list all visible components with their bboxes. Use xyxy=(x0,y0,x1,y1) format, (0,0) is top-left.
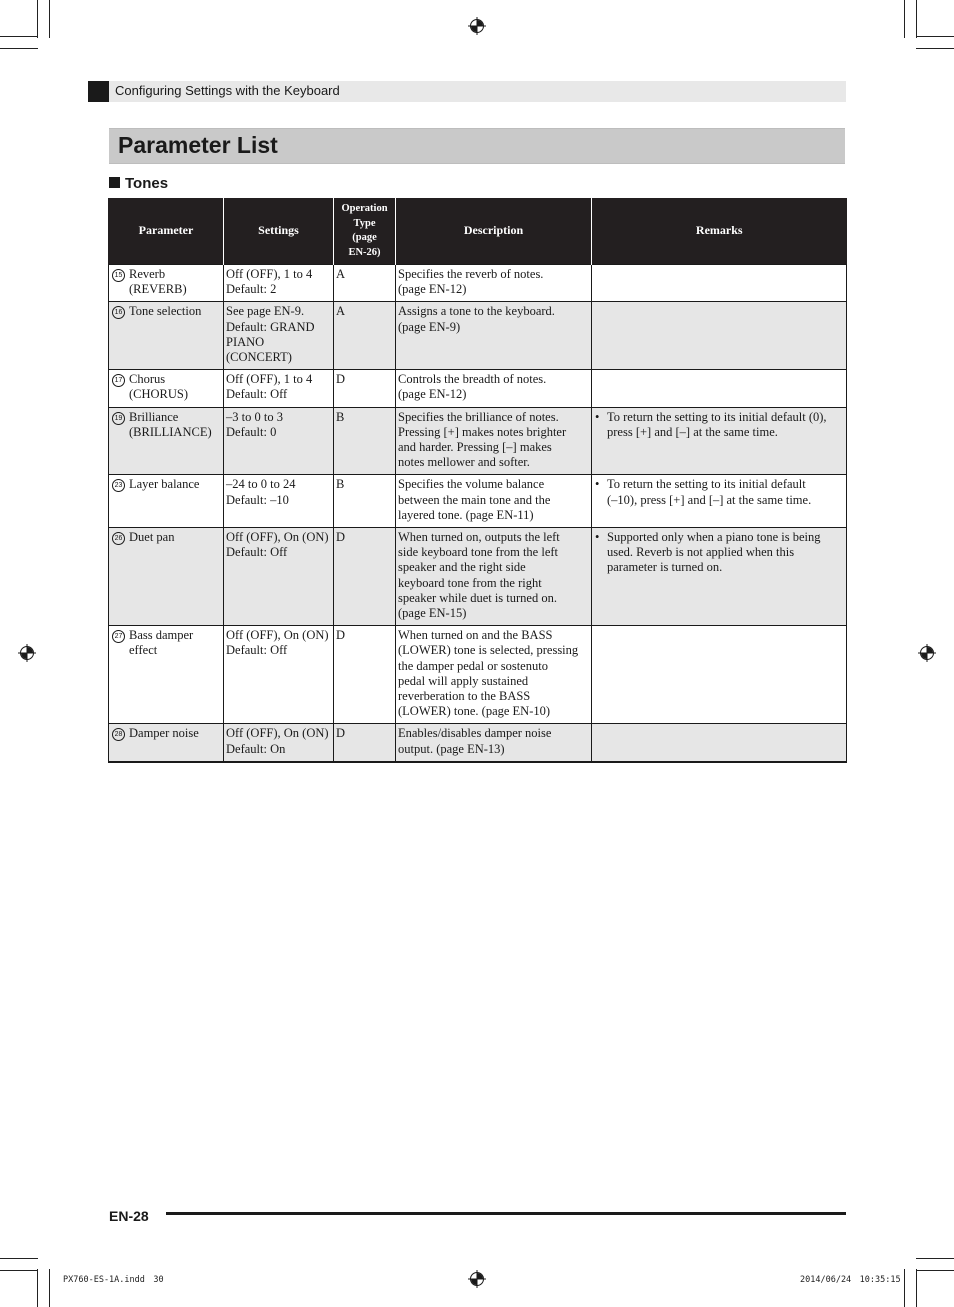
crop-mark-icon xyxy=(37,0,38,38)
page-title-bar xyxy=(109,128,845,164)
description-cell: Specifies the volume balance between the main tone and the layered tone. (page EN-11) xyxy=(396,475,592,528)
operation-type-cell: B xyxy=(334,475,396,528)
registration-mark-icon xyxy=(918,644,936,662)
crop-mark-icon xyxy=(916,0,917,38)
parameter-number: 19 xyxy=(112,412,125,425)
header-section-label: Configuring Settings with the Keyboard xyxy=(115,83,340,98)
header-description: Description xyxy=(396,198,592,265)
operation-type-cell: D xyxy=(334,724,396,762)
crop-mark-icon xyxy=(916,36,954,37)
settings-cell: –24 to 0 to 24 Default: –10 xyxy=(224,475,334,528)
footer-rule xyxy=(166,1212,846,1215)
settings-cell: Off (OFF), On (ON) Default: On xyxy=(224,724,334,762)
remarks-cell xyxy=(592,302,847,370)
operation-type-cell: B xyxy=(334,407,396,475)
crop-mark-icon xyxy=(916,1270,954,1271)
description-cell: When turned on, outputs the left side keyboard tone from the left speaker and the right side keyboard tone from the right speaker while duet is turned on. (page EN-15) xyxy=(396,528,592,626)
settings-cell: Off (OFF), On (ON) Default: Off xyxy=(224,626,334,724)
table-row xyxy=(109,528,847,626)
crop-mark-icon xyxy=(904,1269,905,1307)
table-row xyxy=(109,370,847,407)
parameter-cell: 16 Tone selection xyxy=(109,302,224,370)
table-row xyxy=(109,475,847,528)
crop-mark-icon xyxy=(904,0,905,38)
parameter-cell: 28 Damper noise xyxy=(109,724,224,762)
parameter-number: 27 xyxy=(112,630,125,643)
crop-mark-icon xyxy=(49,1269,50,1307)
table-row xyxy=(109,265,847,302)
print-slug-file: PX760-ES-1A.indd 30 xyxy=(63,1275,164,1285)
parameter-number: 16 xyxy=(112,306,125,319)
section-heading-text: Tones xyxy=(125,175,169,192)
parameter-cell: 17 Chorus (CHORUS) xyxy=(109,370,224,407)
crop-mark-icon xyxy=(49,0,50,38)
operation-type-cell: A xyxy=(334,265,396,302)
registration-mark-icon xyxy=(468,1270,486,1288)
description-cell: Enables/disables damper noise output. (page EN-13) xyxy=(396,724,592,762)
remarks-cell xyxy=(592,724,847,762)
operation-type-cell: A xyxy=(334,302,396,370)
bullet-icon: • xyxy=(595,409,600,424)
settings-cell: –3 to 0 to 3 Default: 0 xyxy=(224,407,334,475)
page-title: Parameter List xyxy=(118,132,278,158)
remarks-cell xyxy=(592,370,847,407)
table-row xyxy=(109,626,847,724)
settings-cell: Off (OFF), On (ON) Default: Off xyxy=(224,528,334,626)
operation-type-cell: D xyxy=(334,626,396,724)
crop-mark-icon xyxy=(0,1270,38,1271)
description-cell: When turned on and the BASS (LOWER) tone is selected, pressing the damper pedal or sostenuto pedal will apply sustained reverberation to the BASS (LOWER) tone. (page EN-10) xyxy=(396,626,592,724)
bullet-icon: • xyxy=(595,530,600,545)
parameter-number: 23 xyxy=(112,479,125,492)
crop-mark-icon xyxy=(916,1258,954,1259)
operation-type-cell: D xyxy=(334,528,396,626)
table-row xyxy=(109,302,847,370)
parameter-number: 15 xyxy=(112,269,125,282)
header-operation-type: Operation Type (page EN-26) xyxy=(334,198,396,265)
parameter-number: 17 xyxy=(112,374,125,387)
settings-cell: Off (OFF), 1 to 4 Default: Off xyxy=(224,370,334,407)
parameter-table xyxy=(108,198,847,763)
square-bullet-icon xyxy=(109,177,120,188)
header-parameter: Parameter xyxy=(109,198,224,265)
table-row xyxy=(109,724,847,762)
remarks-cell: • To return the setting to its initial default (0), press [+] and [–] at the same time. xyxy=(592,407,847,475)
description-cell: Assigns a tone to the keyboard. (page EN-9) xyxy=(396,302,592,370)
running-header xyxy=(88,81,846,102)
table-row xyxy=(109,407,847,475)
description-cell: Specifies the brilliance of notes. Pressing [+] makes notes brighter and harder. Pressing [–] makes notes mellower and softer. xyxy=(396,407,592,475)
parameter-cell: 27 Bass damper effect xyxy=(109,626,224,724)
remarks-cell xyxy=(592,265,847,302)
crop-mark-icon xyxy=(916,48,954,49)
description-cell: Specifies the reverb of notes. (page EN-12) xyxy=(396,265,592,302)
crop-mark-icon xyxy=(0,36,38,37)
remarks-cell: • Supported only when a piano tone is being used. Reverb is not applied when this parameter is turned on. xyxy=(592,528,847,626)
registration-mark-icon xyxy=(18,644,36,662)
parameter-number: 26 xyxy=(112,532,125,545)
crop-mark-icon xyxy=(37,1269,38,1307)
parameter-cell: 26 Duet pan xyxy=(109,528,224,626)
bullet-icon: • xyxy=(595,477,600,492)
page-number: EN-28 xyxy=(109,1208,149,1224)
parameter-cell: 15 Reverb (REVERB) xyxy=(109,265,224,302)
settings-cell: See page EN-9. Default: GRAND PIANO (CONCERT) xyxy=(224,302,334,370)
crop-mark-icon xyxy=(0,1258,38,1259)
crop-mark-icon xyxy=(916,1269,917,1307)
table-header-row xyxy=(109,198,847,265)
registration-mark-icon xyxy=(468,17,486,35)
crop-mark-icon xyxy=(0,48,38,49)
description-cell: Controls the breadth of notes. (page EN-12) xyxy=(396,370,592,407)
settings-cell: Off (OFF), 1 to 4 Default: 2 xyxy=(224,265,334,302)
parameter-number: 28 xyxy=(112,728,125,741)
header-marker xyxy=(88,81,109,102)
section-heading xyxy=(109,175,168,192)
parameter-cell: 19 Brilliance (BRILLIANCE) xyxy=(109,407,224,475)
header-settings: Settings xyxy=(224,198,334,265)
header-remarks: Remarks xyxy=(592,198,847,265)
parameter-cell: 23 Layer balance xyxy=(109,475,224,528)
remarks-cell xyxy=(592,626,847,724)
operation-type-cell: D xyxy=(334,370,396,407)
remarks-cell: • To return the setting to its initial default (–10), press [+] and [–] at the same time. xyxy=(592,475,847,528)
print-slug-date: 2014/06/24 10:35:15 xyxy=(800,1275,901,1285)
